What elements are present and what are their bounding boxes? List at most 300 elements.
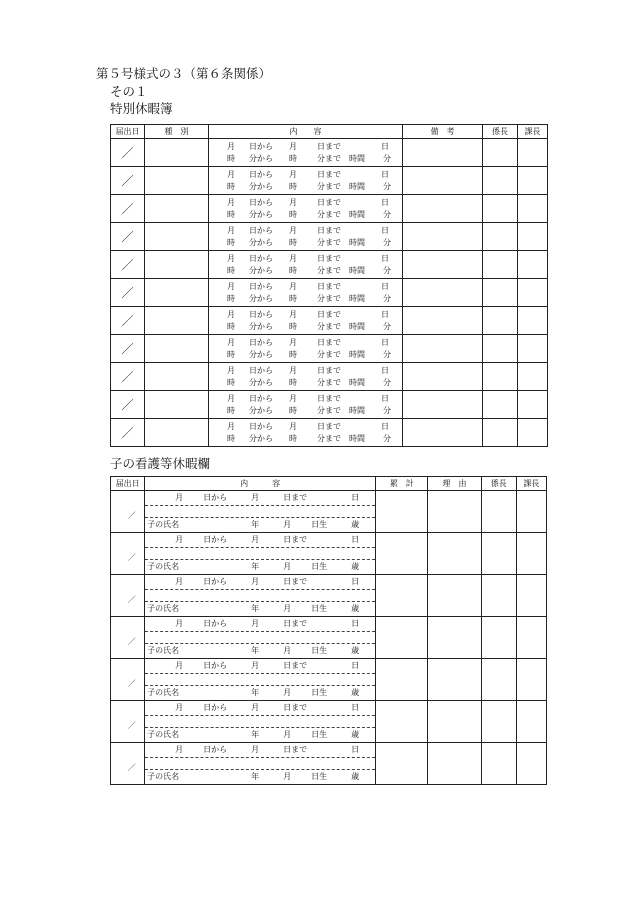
content-hour-label: 分から — [249, 405, 273, 415]
date-cell[interactable] — [111, 279, 145, 307]
content-hour-label: 分まで — [317, 405, 341, 415]
content-line-days — [209, 421, 402, 433]
remarks-cell[interactable] — [403, 279, 483, 307]
content-day-label: 月 — [175, 661, 184, 670]
content-hour-label: 分 — [383, 433, 391, 443]
total-cell[interactable] — [376, 659, 428, 701]
content-hour-label: 分 — [383, 153, 391, 163]
content-day-label: 日から — [249, 253, 273, 263]
table-row — [111, 307, 548, 335]
manager-seal-cell[interactable] — [518, 167, 548, 195]
content-day-label: 月 — [175, 703, 184, 712]
date-cell[interactable] — [111, 617, 145, 659]
content-line-child — [145, 560, 375, 574]
content-day-label: 日まで — [317, 365, 341, 375]
date-cell[interactable] — [111, 575, 145, 617]
content-line-days — [145, 743, 375, 758]
content-line-days — [209, 309, 402, 321]
content-hour-label: 時 — [289, 321, 297, 331]
content-hour-label: 分から — [249, 153, 273, 163]
content-hour-label: 分まで — [317, 349, 341, 359]
header-date: 届出日 — [111, 477, 145, 491]
content-hour-label: 分から — [249, 265, 273, 275]
table-header-row — [111, 477, 547, 491]
content-hour-label: 分 — [383, 321, 391, 331]
content-line-hours — [209, 181, 402, 193]
content-day-label: 日 — [381, 337, 389, 347]
chief-seal-cell[interactable] — [483, 391, 518, 419]
remarks-cell[interactable] — [403, 139, 483, 167]
date-cell[interactable] — [111, 195, 145, 223]
content-cell[interactable] — [209, 195, 403, 223]
content-line-days — [209, 281, 402, 293]
date-slash: ／ — [121, 145, 134, 160]
chief-seal-cell[interactable] — [481, 533, 516, 575]
content-day-label: 日 — [381, 141, 389, 151]
date-slash: ／ — [121, 313, 134, 328]
child-info-label: 子の氏名 — [147, 688, 180, 697]
child-info-label: 子の氏名 — [147, 772, 180, 781]
date-slash: ／ — [127, 762, 136, 772]
content-hour-label: 分まで — [317, 321, 341, 331]
date-cell[interactable] — [111, 659, 145, 701]
content-day-label: 日 — [381, 281, 389, 291]
child-info-label: 年 — [251, 604, 260, 613]
content-line-blank[interactable] — [145, 506, 375, 518]
chief-seal-cell[interactable] — [481, 701, 516, 743]
content-hour-label: 分 — [383, 209, 391, 219]
content-day-label: 月 — [289, 393, 297, 403]
manager-seal-cell[interactable] — [516, 491, 546, 533]
table-row — [111, 335, 548, 363]
content-cell[interactable] — [209, 279, 403, 307]
content-hour-label: 分 — [383, 293, 391, 303]
chief-seal-cell[interactable] — [483, 223, 518, 251]
chief-seal-cell[interactable] — [481, 617, 516, 659]
content-line-child — [145, 686, 375, 700]
date-slash: ／ — [121, 229, 134, 244]
content-day-label: 月 — [227, 421, 235, 431]
content-line-days — [209, 141, 402, 153]
remarks-cell[interactable] — [403, 195, 483, 223]
chief-seal-cell[interactable] — [481, 491, 516, 533]
manager-seal-cell[interactable] — [518, 279, 548, 307]
child-info-label: 子の氏名 — [147, 646, 180, 655]
remarks-cell[interactable] — [403, 251, 483, 279]
child-info-label: 歳 — [351, 772, 360, 781]
child-info-label: 歳 — [351, 562, 360, 571]
content-cell[interactable] — [145, 617, 376, 659]
type-cell[interactable] — [145, 139, 209, 167]
content-hour-label: 分から — [249, 433, 273, 443]
table-row — [111, 279, 548, 307]
total-cell[interactable] — [376, 743, 428, 785]
content-hour-label: 時 — [227, 153, 235, 163]
reason-cell[interactable] — [428, 533, 481, 575]
content-line-blank[interactable] — [145, 758, 375, 770]
content-hour-label: 分 — [383, 181, 391, 191]
child-info-label: 歳 — [351, 604, 360, 613]
content-day-label: 日から — [249, 309, 273, 319]
content-hour-label: 分まで — [317, 237, 341, 247]
content-hour-label: 時間 — [349, 237, 365, 247]
content-line-blank[interactable] — [145, 548, 375, 560]
type-cell[interactable] — [145, 167, 209, 195]
child-info-label: 子の氏名 — [147, 562, 180, 571]
content-day-label: 日 — [381, 393, 389, 403]
content-cell[interactable] — [145, 491, 376, 533]
content-day-label: 日から — [249, 421, 273, 431]
content-hour-label: 分 — [383, 265, 391, 275]
table-row — [111, 195, 548, 223]
date-cell[interactable] — [111, 363, 145, 391]
content-cell[interactable] — [145, 575, 376, 617]
remarks-cell[interactable] — [403, 167, 483, 195]
content-line-days — [209, 197, 402, 209]
manager-seal-cell[interactable] — [516, 659, 546, 701]
content-day-label: 月 — [227, 197, 235, 207]
content-hour-label: 分から — [249, 321, 273, 331]
chief-seal-cell[interactable] — [483, 419, 518, 447]
chief-seal-cell[interactable] — [483, 279, 518, 307]
title-child-care-leave: 子の看護等休暇欄 — [110, 456, 211, 471]
type-cell[interactable] — [145, 279, 209, 307]
total-cell[interactable] — [376, 491, 428, 533]
content-hour-label: 時間 — [349, 405, 365, 415]
content-day-label: 月 — [289, 225, 297, 235]
total-cell[interactable] — [376, 575, 428, 617]
date-cell[interactable] — [111, 491, 145, 533]
manager-seal-cell[interactable] — [516, 617, 546, 659]
manager-seal-cell[interactable] — [518, 251, 548, 279]
date-slash: ／ — [121, 369, 134, 384]
content-line-hours — [209, 293, 402, 305]
content-day-label: 日から — [249, 197, 273, 207]
content-day-label: 月 — [227, 309, 235, 319]
content-hour-label: 分 — [383, 237, 391, 247]
content-cell[interactable] — [209, 223, 403, 251]
content-day-label: 日まで — [283, 703, 308, 712]
date-slash: ／ — [127, 678, 136, 688]
content-line-child — [145, 602, 375, 616]
manager-seal-cell[interactable] — [518, 139, 548, 167]
date-cell[interactable] — [111, 391, 145, 419]
reason-cell[interactable] — [428, 659, 481, 701]
child-info-label: 日生 — [311, 772, 328, 781]
content-day-label: 日まで — [317, 225, 341, 235]
content-hour-label: 分まで — [317, 153, 341, 163]
content-hour-label: 時間 — [349, 293, 365, 303]
content-cell[interactable] — [209, 251, 403, 279]
content-hour-label: 時 — [289, 405, 297, 415]
content-hour-label: 時間 — [349, 377, 365, 387]
content-day-label: 日から — [249, 141, 273, 151]
content-day-label: 月 — [175, 535, 184, 544]
remarks-cell[interactable] — [403, 419, 483, 447]
content-day-label: 日まで — [283, 745, 308, 754]
date-cell[interactable] — [111, 223, 145, 251]
content-cell[interactable] — [209, 419, 403, 447]
date-slash: ／ — [127, 552, 136, 562]
reason-cell[interactable] — [428, 701, 481, 743]
content-hour-label: 時 — [227, 405, 235, 415]
content-day-label: 日まで — [317, 421, 341, 431]
content-hour-label: 時 — [289, 209, 297, 219]
content-day-label: 日まで — [317, 337, 341, 347]
content-line-blank[interactable] — [145, 716, 375, 728]
table-row — [111, 575, 547, 617]
content-line-blank[interactable] — [145, 674, 375, 686]
header-reason: 理 由 — [428, 477, 481, 491]
child-info-label: 日生 — [311, 688, 328, 697]
reason-cell[interactable] — [428, 491, 481, 533]
content-hour-label: 時 — [289, 237, 297, 247]
content-day-label: 日から — [203, 661, 228, 670]
header-type: 種 別 — [145, 125, 209, 139]
type-cell[interactable] — [145, 251, 209, 279]
type-cell[interactable] — [145, 391, 209, 419]
content-hour-label: 時間 — [349, 349, 365, 359]
reason-cell[interactable] — [428, 575, 481, 617]
manager-seal-cell[interactable] — [518, 195, 548, 223]
type-cell[interactable] — [145, 195, 209, 223]
content-cell[interactable] — [145, 533, 376, 575]
child-info-label: 日生 — [311, 604, 328, 613]
content-hour-label: 分 — [383, 377, 391, 387]
form-number: 第５号様式の３（第６条関係） — [96, 66, 272, 81]
content-day-label: 日 — [381, 421, 389, 431]
table-row — [111, 617, 547, 659]
content-cell[interactable] — [209, 391, 403, 419]
content-day-label: 月 — [251, 619, 260, 628]
content-hour-label: 時 — [227, 349, 235, 359]
content-cell[interactable] — [209, 335, 403, 363]
child-info-label: 日生 — [311, 730, 328, 739]
type-cell[interactable] — [145, 419, 209, 447]
chief-seal-cell[interactable] — [481, 743, 516, 785]
child-info-label: 歳 — [351, 646, 360, 655]
content-day-label: 月 — [227, 253, 235, 263]
header-date: 届出日 — [111, 125, 145, 139]
content-day-label: 日 — [351, 619, 360, 628]
content-cell[interactable] — [145, 659, 376, 701]
total-cell[interactable] — [376, 533, 428, 575]
chief-seal-cell[interactable] — [483, 167, 518, 195]
table-row — [111, 363, 548, 391]
content-day-label: 日から — [249, 365, 273, 375]
child-info-label: 月 — [283, 730, 292, 739]
content-hour-label: 時 — [289, 293, 297, 303]
date-slash: ／ — [127, 510, 136, 520]
child-info-label: 年 — [251, 520, 260, 529]
content-day-label: 日から — [249, 393, 273, 403]
content-hour-label: 時 — [227, 181, 235, 191]
content-line-days — [145, 575, 375, 590]
total-cell[interactable] — [376, 701, 428, 743]
remarks-cell[interactable] — [403, 307, 483, 335]
content-day-label: 日まで — [317, 281, 341, 291]
content-line-days — [145, 533, 375, 548]
content-hour-label: 時 — [227, 377, 235, 387]
content-day-label: 月 — [227, 169, 235, 179]
child-info-label: 子の氏名 — [147, 520, 180, 529]
manager-seal-cell[interactable] — [518, 419, 548, 447]
content-hour-label: 分まで — [317, 265, 341, 275]
content-day-label: 日まで — [317, 169, 341, 179]
content-hour-label: 時間 — [349, 181, 365, 191]
special-leave-table — [110, 124, 548, 447]
content-day-label: 月 — [289, 169, 297, 179]
content-day-label: 日から — [203, 535, 228, 544]
child-info-label: 歳 — [351, 688, 360, 697]
table-row — [111, 701, 547, 743]
content-day-label: 日 — [351, 493, 360, 502]
reason-cell[interactable] — [428, 743, 481, 785]
total-cell[interactable] — [376, 617, 428, 659]
content-hour-label: 時 — [227, 293, 235, 303]
content-day-label: 月 — [289, 421, 297, 431]
content-line-hours — [209, 377, 402, 389]
manager-seal-cell[interactable] — [518, 391, 548, 419]
content-hour-label: 時 — [289, 181, 297, 191]
chief-seal-cell[interactable] — [483, 195, 518, 223]
date-cell[interactable] — [111, 743, 145, 785]
chief-seal-cell[interactable] — [483, 251, 518, 279]
child-info-label: 年 — [251, 646, 260, 655]
content-hour-label: 時 — [289, 153, 297, 163]
date-slash: ／ — [127, 720, 136, 730]
type-cell[interactable] — [145, 307, 209, 335]
content-hour-label: 時間 — [349, 321, 365, 331]
content-day-label: 日 — [381, 169, 389, 179]
content-cell[interactable] — [145, 701, 376, 743]
content-line-days — [145, 491, 375, 506]
content-day-label: 日 — [351, 535, 360, 544]
child-info-label: 年 — [251, 688, 260, 697]
content-hour-label: 分から — [249, 377, 273, 387]
content-day-label: 月 — [227, 281, 235, 291]
content-line-hours — [209, 153, 402, 165]
table-row — [111, 743, 547, 785]
content-cell[interactable] — [209, 363, 403, 391]
chief-seal-cell[interactable] — [481, 659, 516, 701]
content-line-blank[interactable] — [145, 632, 375, 644]
content-day-label: 月 — [227, 141, 235, 151]
manager-seal-cell[interactable] — [518, 335, 548, 363]
type-cell[interactable] — [145, 335, 209, 363]
content-hour-label: 時間 — [349, 153, 365, 163]
content-day-label: 月 — [251, 703, 260, 712]
content-day-label: 月 — [289, 281, 297, 291]
content-line-hours — [209, 209, 402, 221]
remarks-cell[interactable] — [403, 391, 483, 419]
content-hour-label: 分まで — [317, 209, 341, 219]
content-hour-label: 分まで — [317, 377, 341, 387]
content-day-label: 月 — [289, 309, 297, 319]
content-day-label: 日まで — [283, 619, 308, 628]
date-cell[interactable] — [111, 167, 145, 195]
table-row — [111, 223, 548, 251]
header-manager: 課長 — [516, 477, 546, 491]
child-info-label: 年 — [251, 562, 260, 571]
content-day-label: 月 — [251, 577, 260, 586]
content-hour-label: 時間 — [349, 209, 365, 219]
content-cell[interactable] — [145, 743, 376, 785]
date-cell[interactable] — [111, 307, 145, 335]
content-day-label: 日 — [381, 253, 389, 263]
content-day-label: 月 — [227, 365, 235, 375]
content-day-label: 月 — [175, 619, 184, 628]
chief-seal-cell[interactable] — [483, 335, 518, 363]
date-slash: ／ — [121, 257, 134, 272]
chief-seal-cell[interactable] — [483, 363, 518, 391]
child-info-label: 日生 — [311, 520, 328, 529]
remarks-cell[interactable] — [403, 335, 483, 363]
manager-seal-cell[interactable] — [516, 533, 546, 575]
content-day-label: 月 — [289, 141, 297, 151]
header-chief: 係長 — [481, 477, 516, 491]
content-hour-label: 時 — [227, 209, 235, 219]
child-info-label: 月 — [283, 562, 292, 571]
content-line-days — [145, 701, 375, 716]
chief-seal-cell[interactable] — [481, 575, 516, 617]
content-line-blank[interactable] — [145, 590, 375, 602]
content-day-label: 日 — [351, 661, 360, 670]
content-hour-label: 分 — [383, 349, 391, 359]
date-cell[interactable] — [111, 419, 145, 447]
content-day-label: 月 — [251, 535, 260, 544]
content-hour-label: 時 — [289, 349, 297, 359]
content-day-label: 日から — [203, 619, 228, 628]
date-slash: ／ — [121, 341, 134, 356]
remarks-cell[interactable] — [403, 223, 483, 251]
part-label: その１ — [110, 84, 148, 99]
chief-seal-cell[interactable] — [483, 307, 518, 335]
remarks-cell[interactable] — [403, 363, 483, 391]
type-cell[interactable] — [145, 363, 209, 391]
manager-seal-cell[interactable] — [518, 307, 548, 335]
content-line-child — [145, 518, 375, 532]
date-cell[interactable] — [111, 335, 145, 363]
content-day-label: 日から — [249, 169, 273, 179]
manager-seal-cell[interactable] — [518, 223, 548, 251]
content-cell[interactable] — [209, 167, 403, 195]
manager-seal-cell[interactable] — [516, 743, 546, 785]
date-cell[interactable] — [111, 533, 145, 575]
title-special-leave: 特別休暇簿 — [110, 101, 173, 116]
date-cell[interactable] — [111, 251, 145, 279]
type-cell[interactable] — [145, 223, 209, 251]
content-day-label: 月 — [251, 661, 260, 670]
manager-seal-cell[interactable] — [518, 363, 548, 391]
date-slash: ／ — [121, 173, 134, 188]
content-day-label: 日 — [351, 703, 360, 712]
chief-seal-cell[interactable] — [483, 139, 518, 167]
content-cell[interactable] — [209, 139, 403, 167]
manager-seal-cell[interactable] — [516, 701, 546, 743]
reason-cell[interactable] — [428, 617, 481, 659]
content-day-label: 月 — [175, 577, 184, 586]
content-cell[interactable] — [209, 307, 403, 335]
content-day-label: 月 — [175, 745, 184, 754]
content-hour-label: 分から — [249, 181, 273, 191]
content-day-label: 日 — [381, 225, 389, 235]
manager-seal-cell[interactable] — [516, 575, 546, 617]
date-cell[interactable] — [111, 139, 145, 167]
content-day-label: 日まで — [317, 141, 341, 151]
table-row — [111, 167, 548, 195]
date-cell[interactable] — [111, 701, 145, 743]
